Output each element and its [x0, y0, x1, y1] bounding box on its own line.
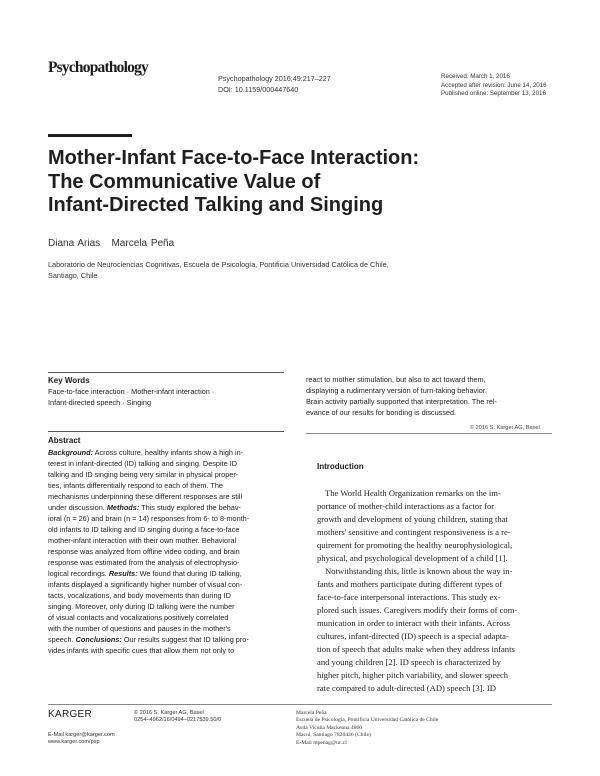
abstract-end-rule: [306, 433, 552, 434]
keywords-heading: Key Words: [48, 376, 90, 385]
intro-line: munication in order to interact with their infants. Across: [317, 618, 511, 628]
abstract-line: Brain activity partially supported that interpretation. The rel-: [306, 397, 497, 406]
abstract-body: [48, 447, 288, 656]
intro-line: rate compared to adult-directed (AD) speech [3]. ID: [317, 683, 496, 693]
header-rule: [48, 134, 132, 137]
abstract-text: We found that during ID talking,: [137, 569, 242, 578]
abstract-line: ioral (n = 26) and brain (n = 14) responses from 6- to 8-month-: [48, 514, 250, 523]
results-label: Results:: [108, 569, 138, 578]
intro-line: cultures, infant-directed (ID) speech is a special adapta-: [317, 631, 509, 641]
intro-line: higher pitch, higher pitch variability, and slower speech: [317, 670, 509, 680]
article-title: [48, 147, 548, 218]
abstract-line: mother-infant interaction with their own mother. Behavioral: [48, 536, 237, 545]
citation-block: [218, 73, 331, 95]
publisher-logo: KARGER: [48, 709, 93, 720]
intro-line: fants and mothers participate during different types of: [317, 579, 503, 589]
affiliation: [48, 259, 428, 281]
accepted-date: Accepted after revision: June 14, 2016: [441, 81, 547, 89]
abstract-line: tacts, vocalizations, and body movements than during ID: [48, 591, 231, 600]
author-list: Diana Arias Marcela Peña: [48, 238, 175, 249]
abstract-line: ties, infants differentially respond to each of them. The: [48, 481, 223, 490]
corr-line: Escuela de Psicología, Pontificia Universidad Católica de Chile: [296, 717, 439, 724]
affiliation-line: Laboratorio de Neurociencias Cognitivas, Escuela de Psicología, Pontificia Universidad Católica de Chile,: [48, 260, 389, 269]
abstract-continued: [306, 374, 552, 418]
abstract-line: with the number of questions and pauses in the mother's: [48, 624, 231, 633]
introduction-body: [317, 487, 553, 695]
copyright-line: © 2016 S. Karger AG, Basel: [134, 710, 204, 716]
abstract-text: Our results suggest that ID talking pro-: [121, 635, 249, 644]
publisher-email-link[interactable]: E-Mail karger@karger.com: [48, 732, 115, 738]
intro-line: physical, and psychological development of a child [1].: [317, 553, 508, 563]
corr-email-link[interactable]: E-Mail mpenag@uc.cl: [296, 739, 347, 746]
footer-rule: [48, 704, 552, 705]
affiliation-line: Santiago, Chile: [48, 271, 98, 281]
abstract-rule: [48, 431, 284, 432]
abstract-heading: Abstract: [48, 436, 81, 445]
publisher-website-link[interactable]: www.karger.com/psp: [48, 739, 100, 746]
publication-dates: [441, 73, 547, 99]
abstract-text: This study explored the behav-: [139, 503, 241, 512]
corr-line: Macul, Santiago 7820436 (Chile): [296, 732, 371, 739]
corr-line: Avda Vicuña Mackenna 4860: [296, 724, 363, 731]
abstract-line: [48, 568, 288, 579]
publisher-contact: [48, 732, 115, 746]
background-label: Background:: [48, 448, 93, 457]
intro-line: The World Health Organization remarks on the im-: [325, 488, 501, 498]
keywords-line: Infant-directed speech · Singing: [48, 398, 152, 407]
conclusions-label: Conclusions:: [75, 635, 122, 644]
publisher-copyright: [134, 710, 221, 724]
journal-citation: Psychopathology 2016;49:217–227: [218, 74, 331, 83]
abstract-text: speech.: [48, 635, 76, 644]
keywords-list: [48, 386, 288, 408]
intro-line: tion of speech that adults make when they address infants: [317, 644, 515, 654]
abstract-line: vides infants with specific cues that allow them not only to: [48, 646, 235, 655]
abstract-text: Across culture, healthy infants show a high in-: [93, 448, 244, 457]
intro-line: portance of mother-child interactions as a factor for: [317, 501, 495, 511]
methods-label: Methods:: [106, 503, 140, 512]
doi-link[interactable]: DOI: 10.1159/000447640: [218, 85, 299, 94]
abstract-line: singing. Moreover, only during ID talking were the number: [48, 602, 235, 611]
intro-line: Notwithstanding this, little is known about the way in-: [325, 566, 513, 576]
abstract-line: [48, 634, 288, 645]
copyright-line: 0254–4962/16/0494–0217$39.50/0: [134, 717, 222, 724]
abstract-line: infants displayed a significantly higher number of visual con-: [48, 580, 243, 589]
abstract-line: of visual contacts and vocalizations positively correlated: [48, 613, 229, 622]
correspondence-address: [296, 710, 438, 747]
title-line: Mother-Infant Face-to-Face Interaction:: [48, 147, 420, 169]
abstract-text: under discussion.: [48, 503, 107, 512]
abstract-line: talking and ID singing being very similar in physical proper-: [48, 470, 239, 479]
corr-line: Marcela Peña: [296, 710, 327, 716]
received-date: Received: March 1, 2016: [441, 73, 510, 80]
intro-line: mothers' sensitive and contingent responsiveness is a re-: [317, 527, 511, 537]
intro-line: and young children [2]. ID speech is characterized by: [317, 657, 501, 667]
published-date: Published online: September 13, 2016: [441, 90, 546, 98]
intro-line: face-to-face interpersonal interactions. This study ex-: [317, 592, 501, 602]
intro-line: growth and development of young children, stating that: [317, 514, 508, 524]
abstract-text: logical recordings.: [48, 569, 109, 578]
introduction-heading: Introduction: [317, 462, 364, 471]
abstract-line: response was analyzed from offline video coding, and brain: [48, 547, 240, 556]
intro-line: plored such issues. Caregivers modify their forms of com-: [317, 605, 518, 615]
abstract-line: [48, 502, 288, 513]
keywords-rule: [48, 372, 284, 373]
abstract-line: displaying a rudimentary version of turn-taking behavior.: [306, 386, 487, 395]
title-line: The Communicative Value of: [48, 170, 321, 193]
keywords-line: Face-to-face interaction · Mother-infant interaction ·: [48, 387, 215, 396]
abstract-line: old infants to ID talking and ID singing during a face-to-face: [48, 525, 240, 534]
copyright-notice: © 2016 S. Karger AG, Basel: [470, 425, 540, 431]
abstract-line: [48, 447, 288, 458]
journal-logo: Psychopathology: [48, 59, 148, 76]
title-line: Infant-Directed Talking and Singing: [48, 194, 384, 216]
intro-line: quirement for promoting the healthy neurophysiological,: [317, 540, 513, 550]
abstract-line: evance of our results for bonding is discussed.: [306, 408, 457, 417]
abstract-line: mechanisms underpinning these different responses are still: [48, 492, 243, 501]
abstract-line: response was estimated from the analysis of electrophysio-: [48, 558, 240, 567]
abstract-line: terest in infant-directed (ID) talking and singing. Despite ID: [48, 459, 237, 468]
abstract-line: react to mother stimulation, but also to act toward them,: [306, 375, 486, 384]
